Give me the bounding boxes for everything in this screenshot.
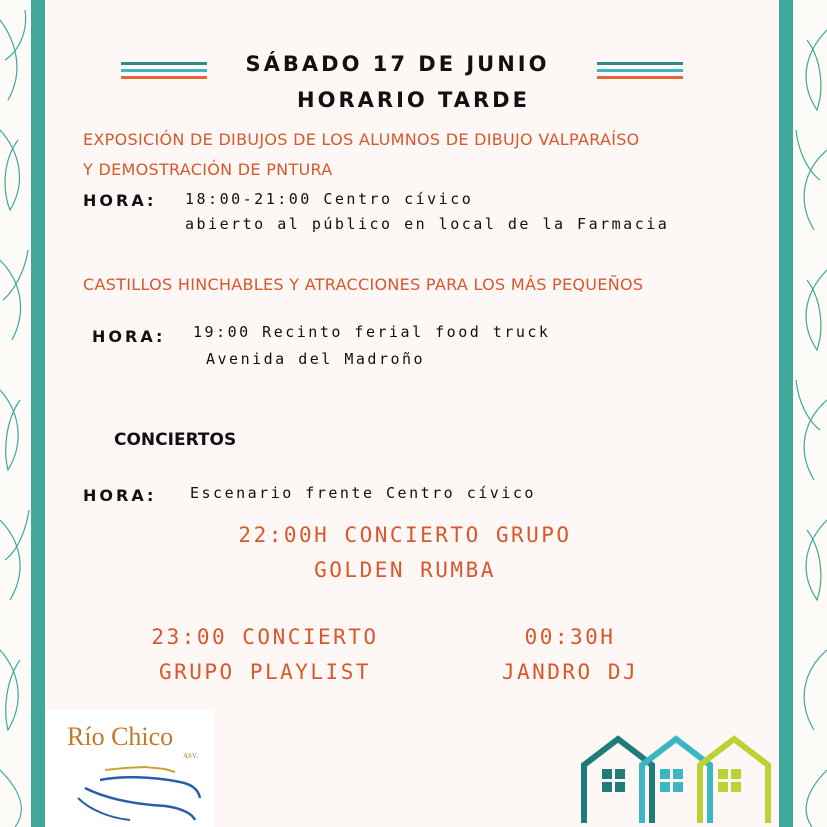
concert-right-line: 00:30H — [524, 625, 616, 649]
event-detail: Avenida del Madroño — [206, 350, 426, 368]
houses-icon — [580, 733, 775, 827]
concert-left — [130, 620, 400, 690]
concert-right-line: JANDRO DJ — [501, 660, 639, 684]
left-leaf-decoration — [0, 0, 30, 827]
event-title-line: EXPOSICIÓN DE DIBUJOS DE LOS ALUMNOS DE DIBUJO VALPARAÍSO — [83, 130, 640, 149]
concert-main — [200, 518, 610, 588]
right-leaf-decoration — [792, 0, 827, 827]
left-teal-border — [31, 0, 45, 827]
rio-chico-logo — [45, 710, 215, 827]
hora-label: HORA: — [83, 191, 157, 210]
content-panel — [45, 0, 779, 827]
event-title-line: Y DEMOSTRACIÓN DE PNTURA — [83, 160, 333, 179]
concert-main-line: GOLDEN RUMBA — [314, 558, 496, 582]
concert-left-line: 23:00 CONCIERTO — [151, 625, 379, 649]
event-detail: 19:00 Recinto ferial food truck — [193, 323, 551, 341]
concert-venue: Escenario frente Centro cívico — [190, 484, 536, 502]
event-detail: abierto al público en local de la Farmacia — [185, 215, 670, 233]
concert-left-line: GRUPO PLAYLIST — [158, 660, 371, 684]
concert-main-line: 22:00H CONCIERTO GRUPO — [238, 523, 572, 547]
conciertos-heading: CONCIERTOS — [114, 430, 237, 450]
logo-subtitle: ASV. — [183, 752, 198, 760]
event-title-line: CASTILLOS HINCHABLES Y ATRACCIONES PARA LOS MÁS PEQUEÑOS — [83, 275, 644, 294]
event-detail: 18:00-21:00 Centro cívico — [185, 190, 474, 208]
hora-label: HORA: — [83, 486, 157, 505]
page-subtitle: HORARIO TARDE — [297, 88, 530, 112]
right-teal-border — [779, 0, 793, 827]
page-title: SÁBADO 17 DE JUNIO — [245, 52, 550, 76]
concert-right — [470, 620, 670, 690]
hora-label: HORA: — [92, 327, 166, 346]
logo-name: Río Chico — [67, 722, 174, 751]
landscape-icon — [70, 758, 210, 823]
